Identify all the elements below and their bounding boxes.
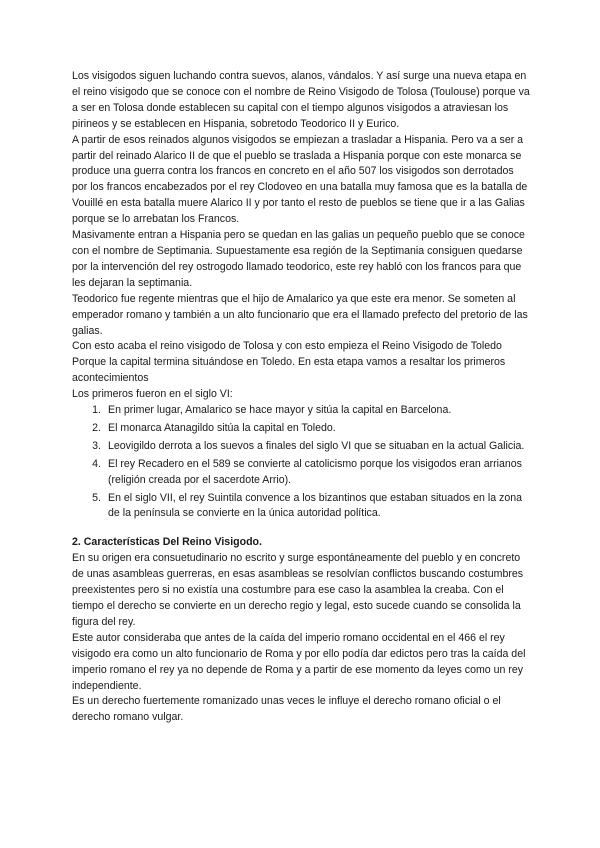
list-item bbox=[72, 403, 530, 419]
paragraph-teodorico-regente: Teodorico fue regente mientras que el hijo de Amalarico ya que este era menor. Se someten al emperador romano y también a un alto funcionario que era el llamado prefecto del pretorio de las galias. bbox=[72, 292, 528, 337]
paragraph-alarico-vouille: A partir de esos reinados algunos visigodos se empiezan a trasladar a Hispania. Pero va a ser a partir del reinado Alarico II de que el pueblo se traslada a Hispania porque con este monarca se produce una guerra contra los francos en concreto en el año 507 los visigodos son derrotados por los francos encabezados por el rey Clodoveo en una batalla muy famosa que es la batalla de Vouillé en esta batalla muere Alarico II y por tanto el resto de pueblos se tiene que ir a las Galias porque se lo arrebatan los Francos. bbox=[72, 133, 528, 226]
list-item-number: 4. bbox=[92, 457, 101, 470]
list-item-number: 2. bbox=[92, 421, 101, 434]
document-page bbox=[72, 69, 530, 726]
paragraph-consuetudinario: En su origen era consuetudinario no escrito y surge espontáneamente del pueblo y en concreto de unas asambleas guerreras, en esas asambleas se resolvían conflictos buscando costumbres preexistentes pero si no existía una costumbre para ese caso la asamblea la creaba. Con el tiempo el derecho se convierte en un derecho regio y legal, esto sucede cuando se consolida la figura del rey. bbox=[72, 552, 524, 628]
list-item-number: 1. bbox=[92, 404, 101, 417]
list-item-text: Leovigildo derrota a los suevos a finales del siglo VI que se situaban en la actual Galicia. bbox=[108, 439, 525, 452]
list-item bbox=[72, 457, 530, 489]
list-item-text: En el siglo VII, el rey Suintila convence a los bizantinos que estaban situados en la zona de la península se convierte en la única autoridad política. bbox=[108, 491, 523, 520]
paragraph-autor-edictos: Este autor consideraba que antes de la caída del imperio romano occidental en el 466 el rey visigodo era como un alto funcionario de Roma y por ello podía dar edictos pero tras la caída del imperio romano el rey ya no depende de Roma y a partir de ese momento da leyes como un rey independiente. bbox=[72, 631, 526, 692]
paragraph-tolosa-origin: Los visigodos siguen luchando contra suevos, alanos, vándalos. Y así surge una nueva etapa en el reino visigodo que se conoce con el nombre de Reino Visigodo de Tolosa (Toulouse) porque va a ser en Tolosa donde establecen su capital con el tiempo algunos visigodos a atraviesan los pirineos y se establecen en Hispania, sobretodo Teodorico II y Eurico. bbox=[72, 70, 530, 130]
list-item bbox=[72, 421, 530, 437]
list-item bbox=[72, 439, 530, 455]
list-item bbox=[72, 491, 530, 523]
paragraph-reino-toledo: Con esto acaba el reino visigodo de Tolosa y con esto empieza el Reino Visigodo de Toledo Porque la capital termina situándose en Toledo. En esta etapa vamos a resaltar los primeros acontecimientos bbox=[72, 340, 506, 385]
section-heading-caracteristicas: 2. Características Del Reino Visigodo. bbox=[72, 536, 262, 549]
list-item-text: El rey Recadero en el 589 se convierte al catolicismo porque los visigodos eran arrianos (religión creada por el sacerdote Arrio). bbox=[108, 457, 522, 486]
list-item-text: En primer lugar, Amalarico se hace mayor y sitúa la capital en Barcelona. bbox=[108, 404, 452, 417]
events-list bbox=[72, 403, 530, 522]
list-item-number: 5. bbox=[92, 491, 101, 504]
list-item-number: 3. bbox=[92, 439, 101, 452]
list-item-text: El monarca Atanagildo sitúa la capital en Toledo. bbox=[108, 421, 336, 434]
paragraph-septimania: Masivamente entran a Hispania pero se quedan en las galias un pequeño pueblo que se conoce con el nombre de Septimania. Supuestamente esa región de la Septimania consiguen quedarse por la intervención del rey ostrogodo llamado teodorico, este rey habló con los francos para que les dejaran la septimania. bbox=[72, 229, 525, 289]
paragraph-siglo-vi-intro: Los primeros fueron en el siglo VI: bbox=[72, 388, 233, 401]
paragraph-romanizado: Es un derecho fuertemente romanizado unas veces le influye el derecho romano oficial o el derecho romano vulgar. bbox=[72, 695, 501, 724]
